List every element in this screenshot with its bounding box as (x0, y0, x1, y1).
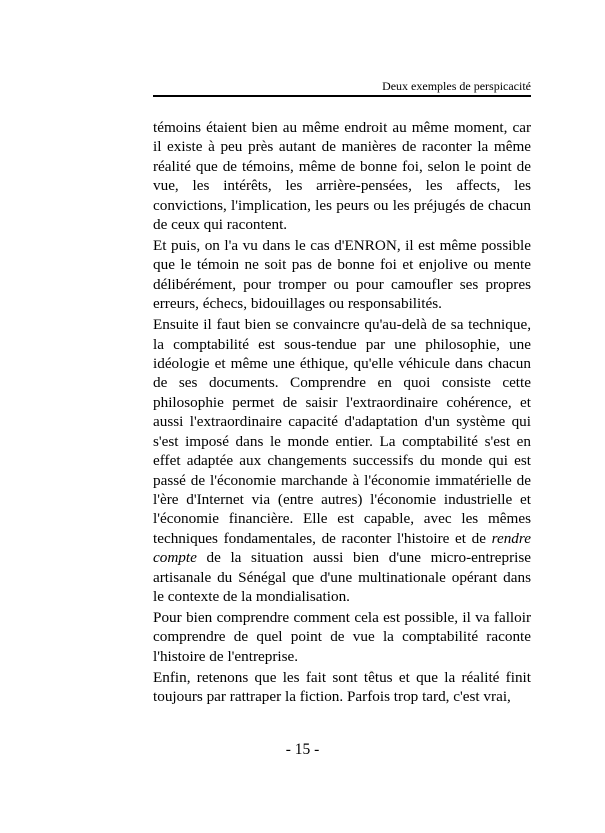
paragraph-philosophy-part-1: Ensuite il faut bien se convaincre qu'au-delà de sa technique, la comptabilité est sous-tendue par une philosophie, une idéologie et même une éthique, qu'elle véhicule dans chacun de ses documents. Comprendre en quoi consiste cette philosophie permet de saisir l'extraordinaire cohérence, et aussi l'extraordinaire capacité d'adaptation d'un système qui s'est imposé dans le monde entier. La comptabilité s'est en effet adaptée aux changements successifs du monde qui est passé de l'économie marchande à l'économie immatérielle de l'ère d'Internet via (entre autres) l'économie industrielle et l'économie financière. Elle est capable, avec les mêmes techniques fondamentales, de raconter l'histoire et de (153, 316, 531, 547)
paragraph-philosophy-part-2: de la situation aussi bien d'une micro-entreprise artisanale du Sénégal que d'une multinationale opérant dans le contexte de la mondialisation. (153, 549, 531, 605)
header-rule (153, 95, 531, 97)
running-header: Deux exemples de perspicacité (382, 79, 531, 93)
paragraph-facts: Enfin, retenons que les fait sont têtus et que la réalité finit toujours par rattraper la fiction. Parfois trop tard, c'est vrai, (153, 668, 531, 706)
paragraph-witnesses: témoins étaient bien au même endroit au même moment, car il existe à peu près autant de manières de raconter la même réalité que de témoins, même de bonne foi, selon le point de vue, les intérêts, les arrière-pensées, les affects, les convictions, l'implication, les peurs ou les préjugés de chacun de ceux qui racontent. (153, 119, 531, 234)
page-number: - 15 - (285, 741, 320, 758)
paragraph-point-of-view: Pour bien comprendre comment cela est possible, il va falloir comprendre de quel point de vue la comptabilité raconte l'histoire de l'entreprise. (153, 608, 531, 665)
italic-phrase: rendre compte (153, 529, 531, 567)
paragraph-enron: Et puis, on l'a vu dans le cas d'ENRON, il est même possible que le témoin ne soit pas de bonne foi et enjolive ou mente délibérément, pour tromper ou pour camoufler ses propres erreurs, échecs, bidouillages ou responsabilités. (153, 237, 531, 313)
paragraph-philosophy (153, 315, 531, 606)
body-text (153, 118, 531, 708)
